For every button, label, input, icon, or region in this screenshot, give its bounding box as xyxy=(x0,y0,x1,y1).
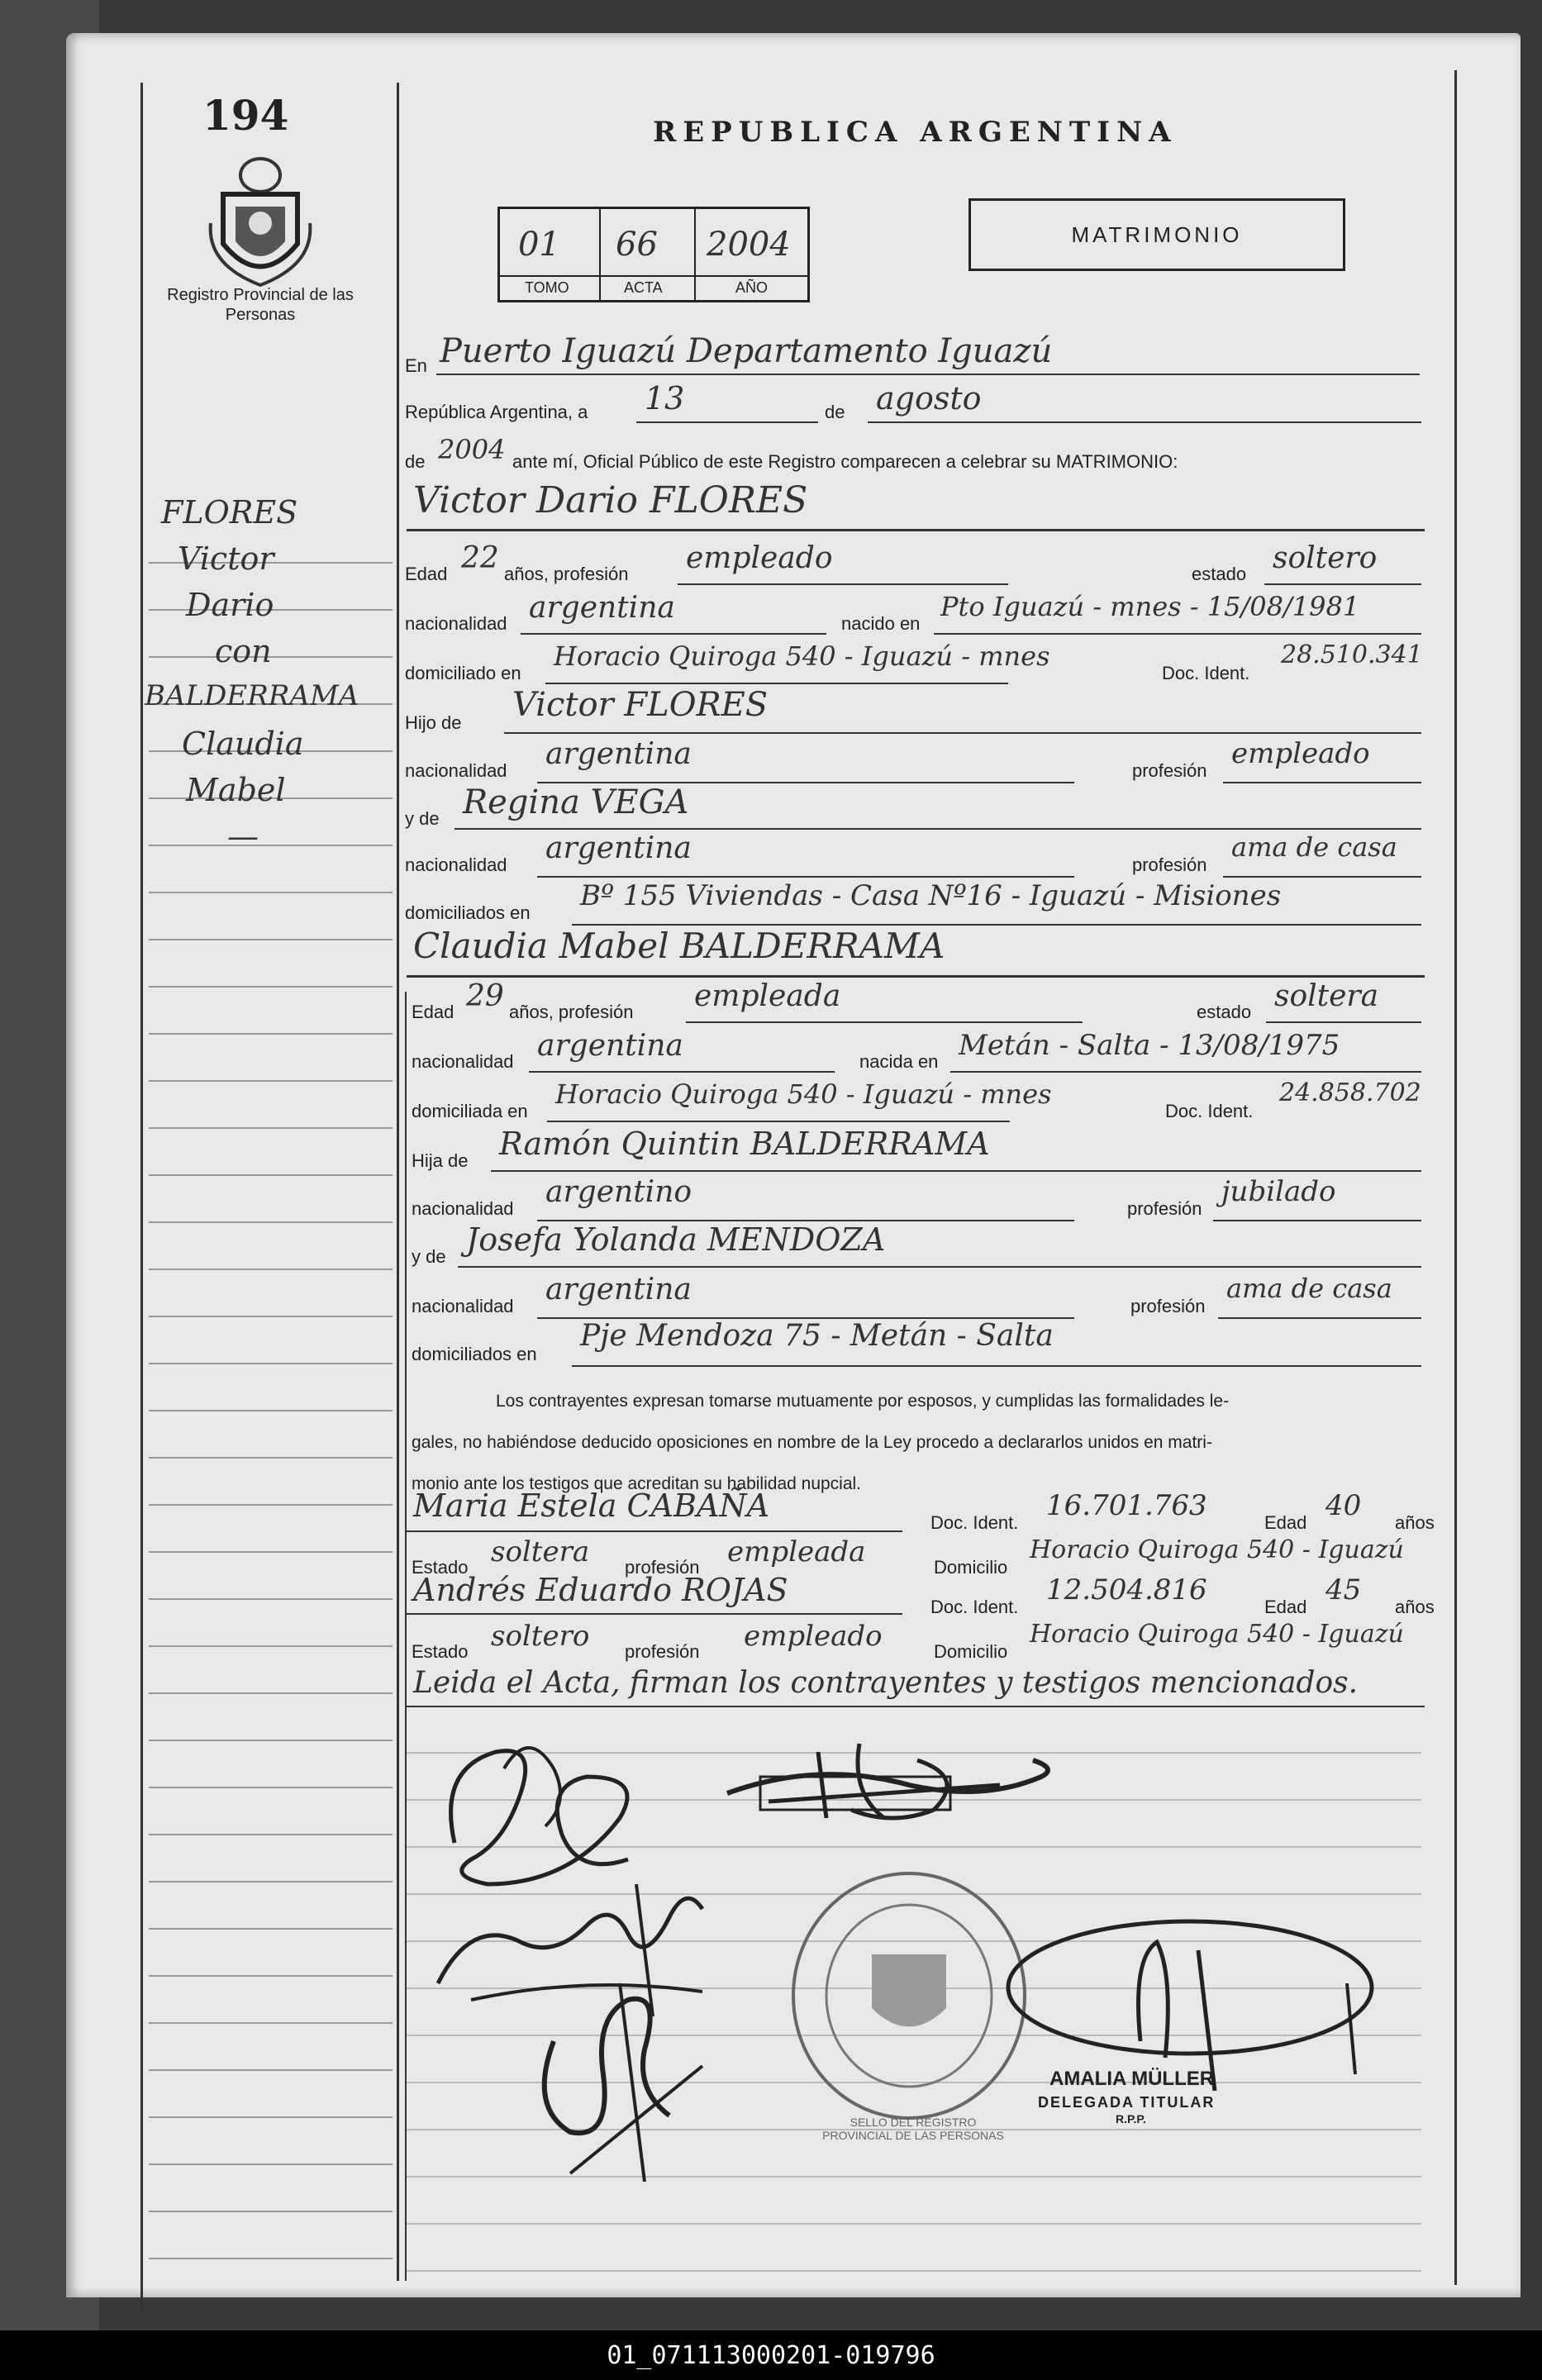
declaration-line-3: monio ante los testigos que acreditan su habilidad nupcial. xyxy=(412,1474,862,1493)
margin-rule xyxy=(149,1740,393,1741)
margin-rule xyxy=(149,1174,393,1176)
margin-rule xyxy=(149,1787,393,1788)
officer-title: DELEGADA TITULAR xyxy=(1038,2094,1216,2111)
year-value: 2004 xyxy=(438,434,506,465)
margin-rule xyxy=(149,1645,393,1647)
signature-witness2 xyxy=(521,1967,735,2215)
margin-rule xyxy=(149,1127,393,1129)
tomo-value: 01 xyxy=(518,226,560,264)
margin-rule xyxy=(149,1221,393,1223)
footer-id: 01_071113000201-019796 xyxy=(607,2340,935,2370)
margin-rule xyxy=(149,2116,393,2118)
margin-rule xyxy=(149,2069,393,2071)
tomo-acta-ano-table xyxy=(497,207,810,302)
margin-rule xyxy=(149,1504,393,1506)
margin-rule xyxy=(149,1834,393,1835)
margin-note-line: Victor xyxy=(178,540,274,577)
left-border-line xyxy=(140,83,143,2314)
officer-name: AMALIA MÜLLER xyxy=(1049,2068,1215,2090)
margin-note-line: BALDERRAMA xyxy=(145,679,359,712)
tomo-label: TOMO xyxy=(525,279,569,296)
margin-note-line: Dario xyxy=(186,587,274,623)
right-border-line xyxy=(1454,70,1457,2285)
margin-rule xyxy=(149,1881,393,1883)
margin-rule xyxy=(149,2211,393,2212)
groom-name: Victor Dario FLORES xyxy=(413,479,808,521)
margin-rule xyxy=(149,1410,393,1411)
place-value: Puerto Iguazú Departamento Iguazú xyxy=(440,332,1053,370)
acta-value: 66 xyxy=(616,226,658,264)
margin-rule xyxy=(149,892,393,893)
margin-note-line: Claudia xyxy=(182,726,304,762)
declaration-line-2: gales, no habiéndose deducido oposiciones en nombre de la Ley procedo a declararlos unidos en matri- xyxy=(412,1433,1212,1452)
margin-rule xyxy=(149,1598,393,1600)
signature-bride xyxy=(719,1727,1066,1843)
seal-text: SELLO DEL REGISTRO PROVINCIAL DE LAS PERSONAS xyxy=(822,2116,1004,2142)
margin-rule xyxy=(149,2022,393,2024)
act-type-box xyxy=(969,198,1345,271)
footer-id-bar xyxy=(0,2330,1542,2380)
register-page: 194 Registro Provincial de las Personas REPUBLICA ARGENTINA 01 66 2004 TOMO ACTA AÑO MATRIMONIO En Puerto Iguazú Departamento Iguazú República Argentina, a 13 de agosto de 2004 ante mí, Oficial Público de este Registro comparecen a celebrar su MATRIMONIO: Victor Dario FLORES Edad 22 años, profesión empleado estado soltero nacionalidad argentina nacido en Pto Iguazú - mnes - 15/08/1981 domiciliado en Horacio Quiroga 540 - Iguazú - mnes Doc. Ident. 28.510.341 Hijo de Victor FLORES nacionalidad argentina profesión empleado y de Regina VEGA nacionalidad argentina profesión ama de casa domiciliados en Bº 155 Viviendas - Casa Nº16 - Iguazú - Misiones Claudia Mabel BALDERRAMA Edad 29 años, profesión empleada estado soltera nacionalidad argentina nacida en Metán - Salta - 13/08/1975 domiciliada en Horacio Quiroga 540 - Iguazú - mnes Doc. Ident. 24.858.702 Hija de Ramón Quintin BALDERRAMA nacionalidad argentino profesión jubilado y de Josefa Yolanda MENDOZA nacionalidad argentina profesión ama de casa domiciliados en Pje Mendoza 75 - Metán - Salta Los contrayentes expresan tomarse mutuamente por esposos, y cumplidas las formalidades le- gales, no habiéndose deducido oposiciones en nombre de la Ley procedo a declararlos unidos en matri- monio ante los testigos que acreditan su habilidad nupcial. Maria Estela CABAÑA Doc. Ident. 16.701.763 Edad 40 años Estado soltera profesión empleada Domicilio Horacio Quiroga 540 - Iguazú Andrés Eduardo ROJAS Doc. Ident. 12.504.816 Edad 45 años Estado soltero profesión empleado Domicilio Horacio Quiroga 540 - Iguazú Leida el Acta, firman los contrayentes y testigos mencionados. SELLO DEL REGISTRO PROVINCIAL DE LAS PERSONAS AMALIA MÜLLER DELEGADA TITULAR R.P.P. xyxy=(66,33,1521,2297)
page-number: 194 xyxy=(202,91,289,140)
margin-note-line: con xyxy=(215,633,272,669)
margin-rule xyxy=(149,2258,393,2259)
ano-value: 2004 xyxy=(707,226,791,264)
margin-rule xyxy=(149,1033,393,1035)
margin-note-line: FLORES xyxy=(161,494,298,531)
witness2-name: Andrés Eduardo ROJAS xyxy=(413,1572,788,1608)
margin-rule xyxy=(149,1928,393,1930)
bride-name: Claudia Mabel BALDERRAMA xyxy=(413,926,945,966)
margin-rule xyxy=(149,845,393,846)
country-title: REPUBLICA ARGENTINA xyxy=(653,116,1178,149)
officer-code: R.P.P. xyxy=(1116,2112,1146,2125)
margin-rule xyxy=(149,1975,393,1977)
body-rule xyxy=(407,2223,1421,2225)
margin-note-line: Mabel xyxy=(186,772,286,808)
margin-rule xyxy=(149,1080,393,1082)
coat-of-arms-icon xyxy=(207,149,314,298)
margin-rule xyxy=(149,939,393,940)
acta-label: ACTA xyxy=(624,279,663,296)
intro-statement: ante mí, Oficial Público de este Registro comparecen a celebrar su MATRIMONIO: xyxy=(512,451,1178,472)
margin-note-line: — xyxy=(227,818,259,854)
margin-rule xyxy=(149,1551,393,1553)
witness1-name: Maria Estela CABAÑA xyxy=(413,1488,770,1524)
margin-rule xyxy=(149,2163,393,2165)
body-rule xyxy=(407,2270,1421,2272)
registry-name: Registro Provincial de las Personas xyxy=(167,286,354,324)
margin-rule xyxy=(149,1457,393,1459)
act-type-label: MATRIMONIO xyxy=(1071,221,1243,247)
body-left-line xyxy=(405,992,407,2281)
day-value: 13 xyxy=(645,380,685,416)
official-seal-icon xyxy=(785,1868,1033,2124)
margin-rule xyxy=(149,1363,393,1364)
margin-rule xyxy=(149,1269,393,1270)
margin-rule xyxy=(149,1692,393,1694)
declaration-line-1: Los contrayentes expresan tomarse mutuamente por esposos, y cumplidas las formalidades le- xyxy=(496,1392,1230,1411)
margin-rule xyxy=(149,986,393,988)
month-value: agosto xyxy=(876,380,982,416)
ano-label: AÑO xyxy=(735,279,769,296)
margin-divider xyxy=(397,83,399,2281)
margin-rule xyxy=(149,1316,393,1317)
closing-statement: Leida el Acta, firman los contrayentes y testigos mencionados. xyxy=(413,1666,1359,1700)
